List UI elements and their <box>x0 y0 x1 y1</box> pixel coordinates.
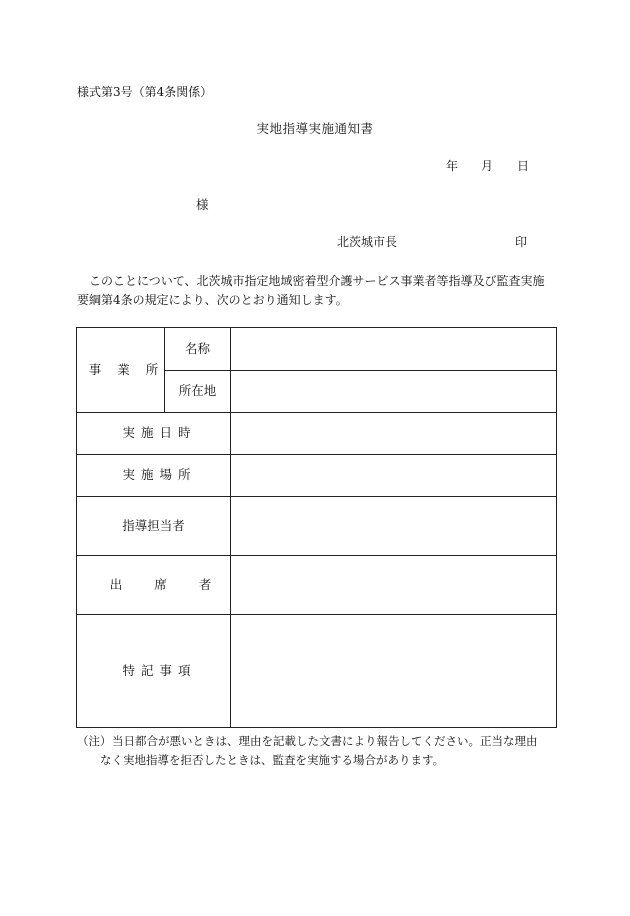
form-number: 様式第3号（第4条関係） <box>77 85 213 99</box>
place-label-text: 実施場所 <box>122 467 197 483</box>
office-label <box>77 328 170 412</box>
issuer-name: 北茨城市長 <box>337 235 398 249</box>
office-name-label <box>165 328 230 370</box>
note-line-1-text: 当日都合が悪いときは、理由を記載した文書により報告してください。正当な理由 <box>112 734 538 748</box>
document-title: 実地指導実施通知書 <box>256 121 374 136</box>
instructor-label <box>77 497 230 555</box>
attendees-field[interactable] <box>231 556 556 614</box>
date-month-label: 月 <box>481 159 494 173</box>
note-prefix: （注） <box>77 734 112 748</box>
attendees-label <box>77 556 244 614</box>
remarks-field[interactable] <box>231 615 556 727</box>
place-field[interactable] <box>231 455 556 496</box>
office-label-text: 事 業 所 <box>88 361 165 377</box>
place-label <box>77 455 236 496</box>
note <box>77 732 562 770</box>
office-address-label-text: 所在地 <box>178 383 217 399</box>
office-name-field[interactable] <box>231 328 556 370</box>
attendees-label-text: 出 席 者 <box>109 576 226 592</box>
office-address-field[interactable] <box>231 371 556 412</box>
remarks-label <box>77 615 236 727</box>
instructor-label-text: 指導担当者 <box>122 517 185 533</box>
note-line-1 <box>77 732 562 751</box>
remarks-label-text: 特記事項 <box>122 662 197 678</box>
office-name-label-text: 名称 <box>184 340 210 356</box>
datetime-label <box>77 413 236 454</box>
office-address-label <box>165 371 230 412</box>
notification-form-table <box>76 327 557 728</box>
datetime-label-text: 実施日時 <box>122 425 197 441</box>
date-year-label: 年 <box>446 159 459 173</box>
date-day-label: 日 <box>517 159 530 173</box>
instructor-field[interactable] <box>231 497 556 555</box>
recipient-honorific: 様 <box>196 197 209 212</box>
note-line-2: なく実地指導を拒否したときは、監査を実施する場合があります。 <box>100 753 445 767</box>
body-text: このことについて、北茨城市指定地域密着型介護サービス事業者等指導及び監査実施要綱第4条の規定により、次のとおり通知します。 <box>77 274 545 307</box>
datetime-field[interactable] <box>231 413 556 454</box>
issuer-seal-mark: 印 <box>515 235 528 249</box>
